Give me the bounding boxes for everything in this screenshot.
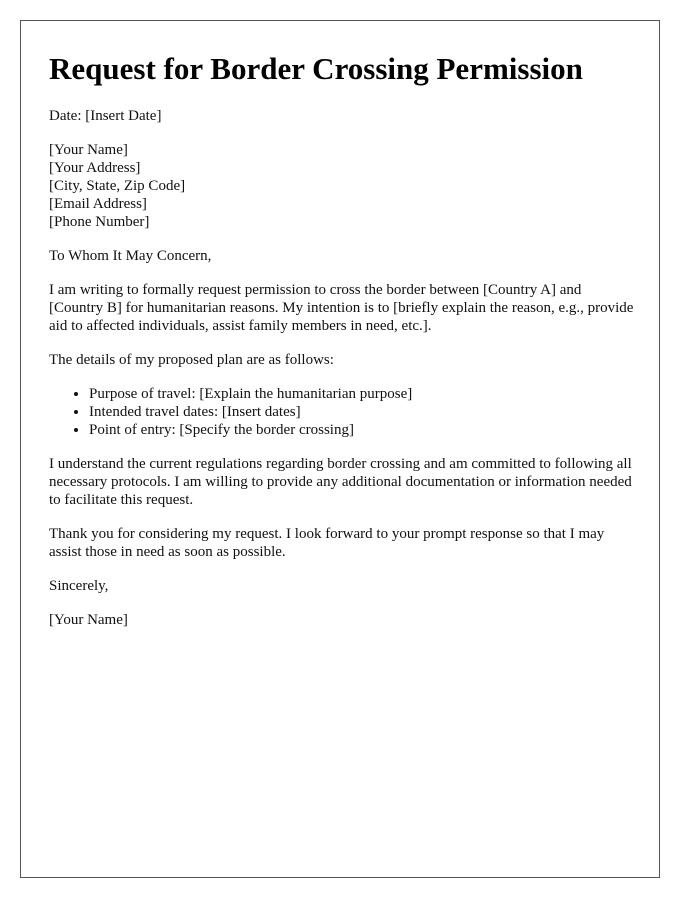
body-paragraph-request: I am writing to formally request permission to cross the border between [Country A] and [Country B] for humanitarian reasons. My intention is to [briefly explain the reason, e.g., provide aid to affected individuals, assist family members in need, etc.]. <box>49 282 634 334</box>
sender-address: [Your Address] <box>49 160 141 176</box>
details-list-item: • Intended travel dates: [Insert dates] <box>89 403 639 421</box>
letter-content <box>49 49 639 629</box>
sender-city-state-zip: [City, State, Zip Code] <box>49 178 186 194</box>
details-list <box>49 385 639 439</box>
body-paragraph-thanks: Thank you for considering my request. I look forward to your prompt response so that I may assist those in need as soon as possible. <box>49 526 605 560</box>
sender-name: [Your Name] <box>49 142 128 158</box>
body-paragraph-commitment: I understand the current regulations regarding border crossing and am committed to following all necessary protocols. I am willing to provide any additional documentation or information needed to facilitate this request. <box>49 456 632 508</box>
details-list-item: • Point of entry: [Specify the border crossing] <box>89 421 639 439</box>
letter-page <box>20 20 660 878</box>
letter-title: Request for Border Crossing Permission <box>49 51 583 86</box>
greeting: To Whom It May Concern, <box>49 248 212 264</box>
details-list-item: • Purpose of travel: [Explain the humanitarian purpose] <box>89 385 639 403</box>
sender-email: [Email Address] <box>49 196 147 212</box>
sender-phone: [Phone Number] <box>49 214 150 230</box>
date-line: Date: [Insert Date] <box>49 108 162 124</box>
closing: Sincerely, <box>49 578 109 594</box>
signature: [Your Name] <box>49 612 128 628</box>
sender-address-block <box>49 141 639 231</box>
details-intro: The details of my proposed plan are as follows: <box>49 352 334 368</box>
